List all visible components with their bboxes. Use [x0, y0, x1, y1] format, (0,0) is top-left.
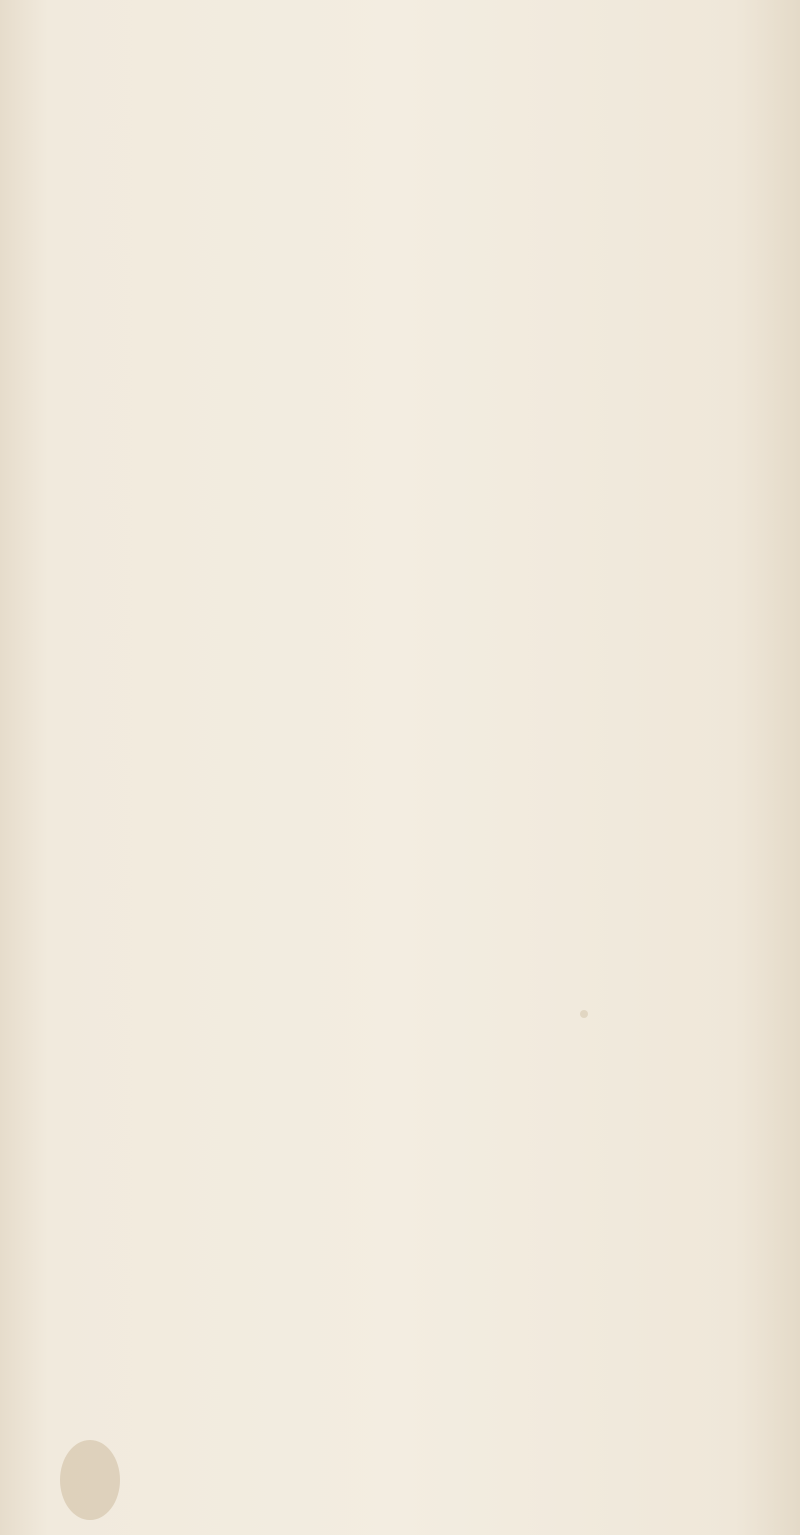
paper-stain [60, 1440, 120, 1520]
paper-speck [580, 1010, 588, 1018]
